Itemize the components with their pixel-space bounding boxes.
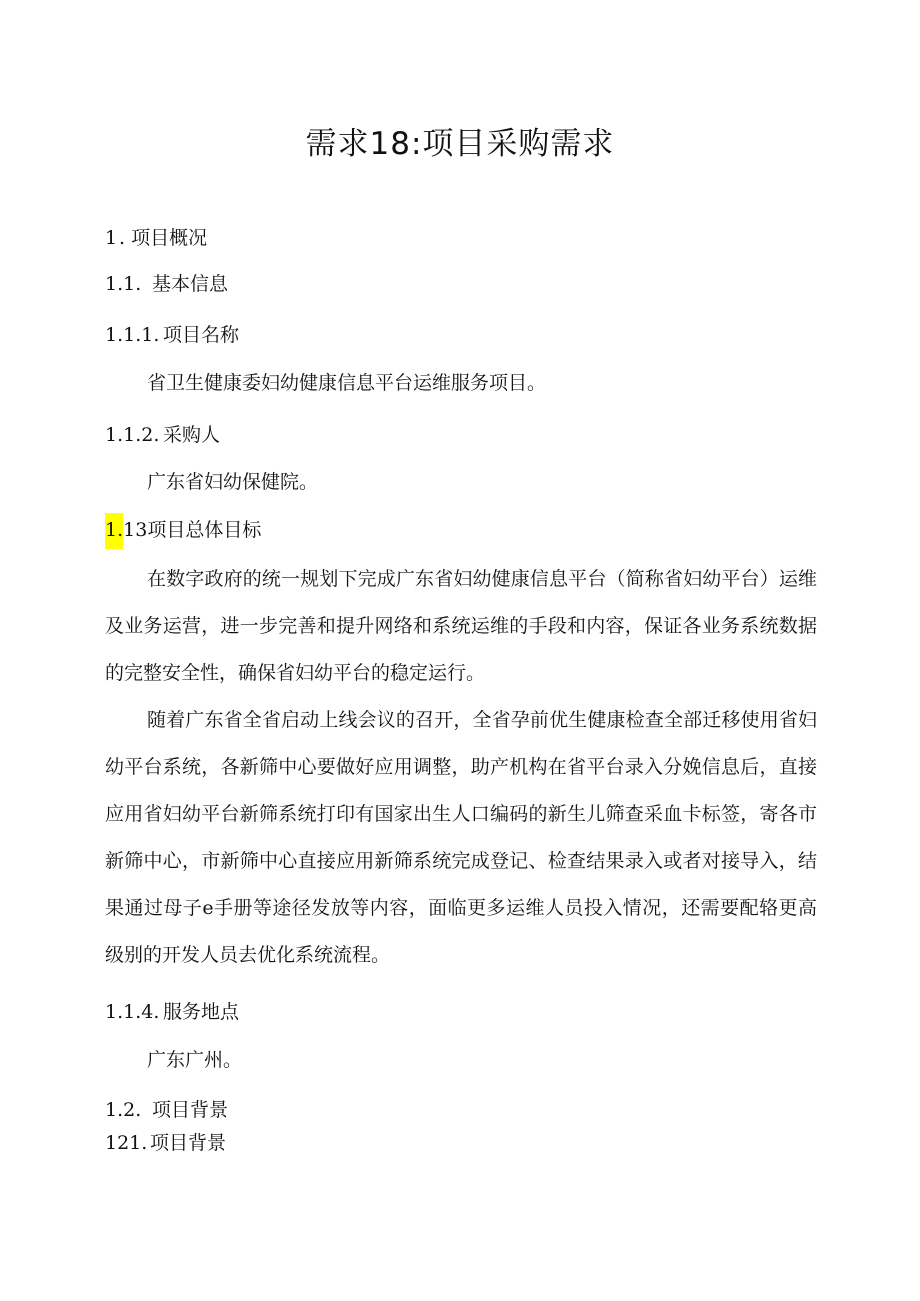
heading-number: 13: [123, 519, 148, 541]
heading-label: 项目背景: [150, 1132, 227, 1154]
highlight-mark: 1.: [105, 513, 123, 549]
heading-label: 基本信息: [152, 273, 229, 295]
heading-label: 项目总体目标: [147, 519, 262, 541]
heading-1-1-2: [105, 420, 220, 447]
heading-number: 1.2.: [105, 1099, 142, 1121]
heading-1-1-3: [105, 515, 261, 542]
heading-1-2: [105, 1095, 228, 1122]
heading-1-1-1: [105, 320, 239, 347]
page-title: 需求18:项目采购需求: [305, 126, 615, 162]
heading-number: 1.1.2.: [105, 424, 160, 446]
heading-number: 1.1.: [105, 273, 142, 295]
paragraph-goal-1: 在数字政府的统一规划下完成广东省妇幼健康信息平台（简称省妇幼平台）运维及业务运营，进一步完善和提升网络和系统运维的手段和内容，保证各业务系统数据的完整安全性，确保省妇幼平台的稳定运行。: [105, 568, 817, 684]
heading-label: 项目背景: [152, 1099, 229, 1121]
heading-number: 1.1.1.: [105, 324, 160, 346]
heading-1-1-4: [105, 997, 239, 1024]
heading-1-1: [105, 269, 228, 296]
heading-label: . 项目概况: [119, 227, 208, 249]
heading-number: 121.: [105, 1132, 148, 1154]
heading-label: 服务地点: [163, 1001, 240, 1023]
project-name-text: 省卫生健康委妇幼健康信息平台运维服务项目。: [147, 372, 547, 394]
purchaser-text: 广东省妇幼保健院。: [147, 471, 319, 493]
heading-1-2-1: [105, 1128, 226, 1155]
heading-number: 1: [105, 227, 118, 249]
heading-label: 项目名称: [163, 324, 240, 346]
heading-label: 采购人: [163, 424, 221, 446]
paragraph-goal-2: 随着广东省全省启动上线会议的召开，全省孕前优生健康检查全部迁移使用省妇幼平台系统，各新筛中心要做好应用调整，助产机构在省平台录入分娩信息后，直接应用省妇幼平台新筛系统打印有国家出生人口编码的新生儿筛查采血卡标签，寄各市新筛中心，市新筛中心直接应用新筛系统完成登记、检查结果录入或者对接导入，结果通过母子e手册等途径发放等内容，面临更多运维人员投入情况，还需要配辂更高级别的开发人员去优化系统流程。: [105, 709, 817, 966]
heading-number: 1.1.4.: [105, 1001, 160, 1023]
heading-1: [105, 223, 207, 250]
service-location-text: 广东广州。: [147, 1049, 243, 1071]
